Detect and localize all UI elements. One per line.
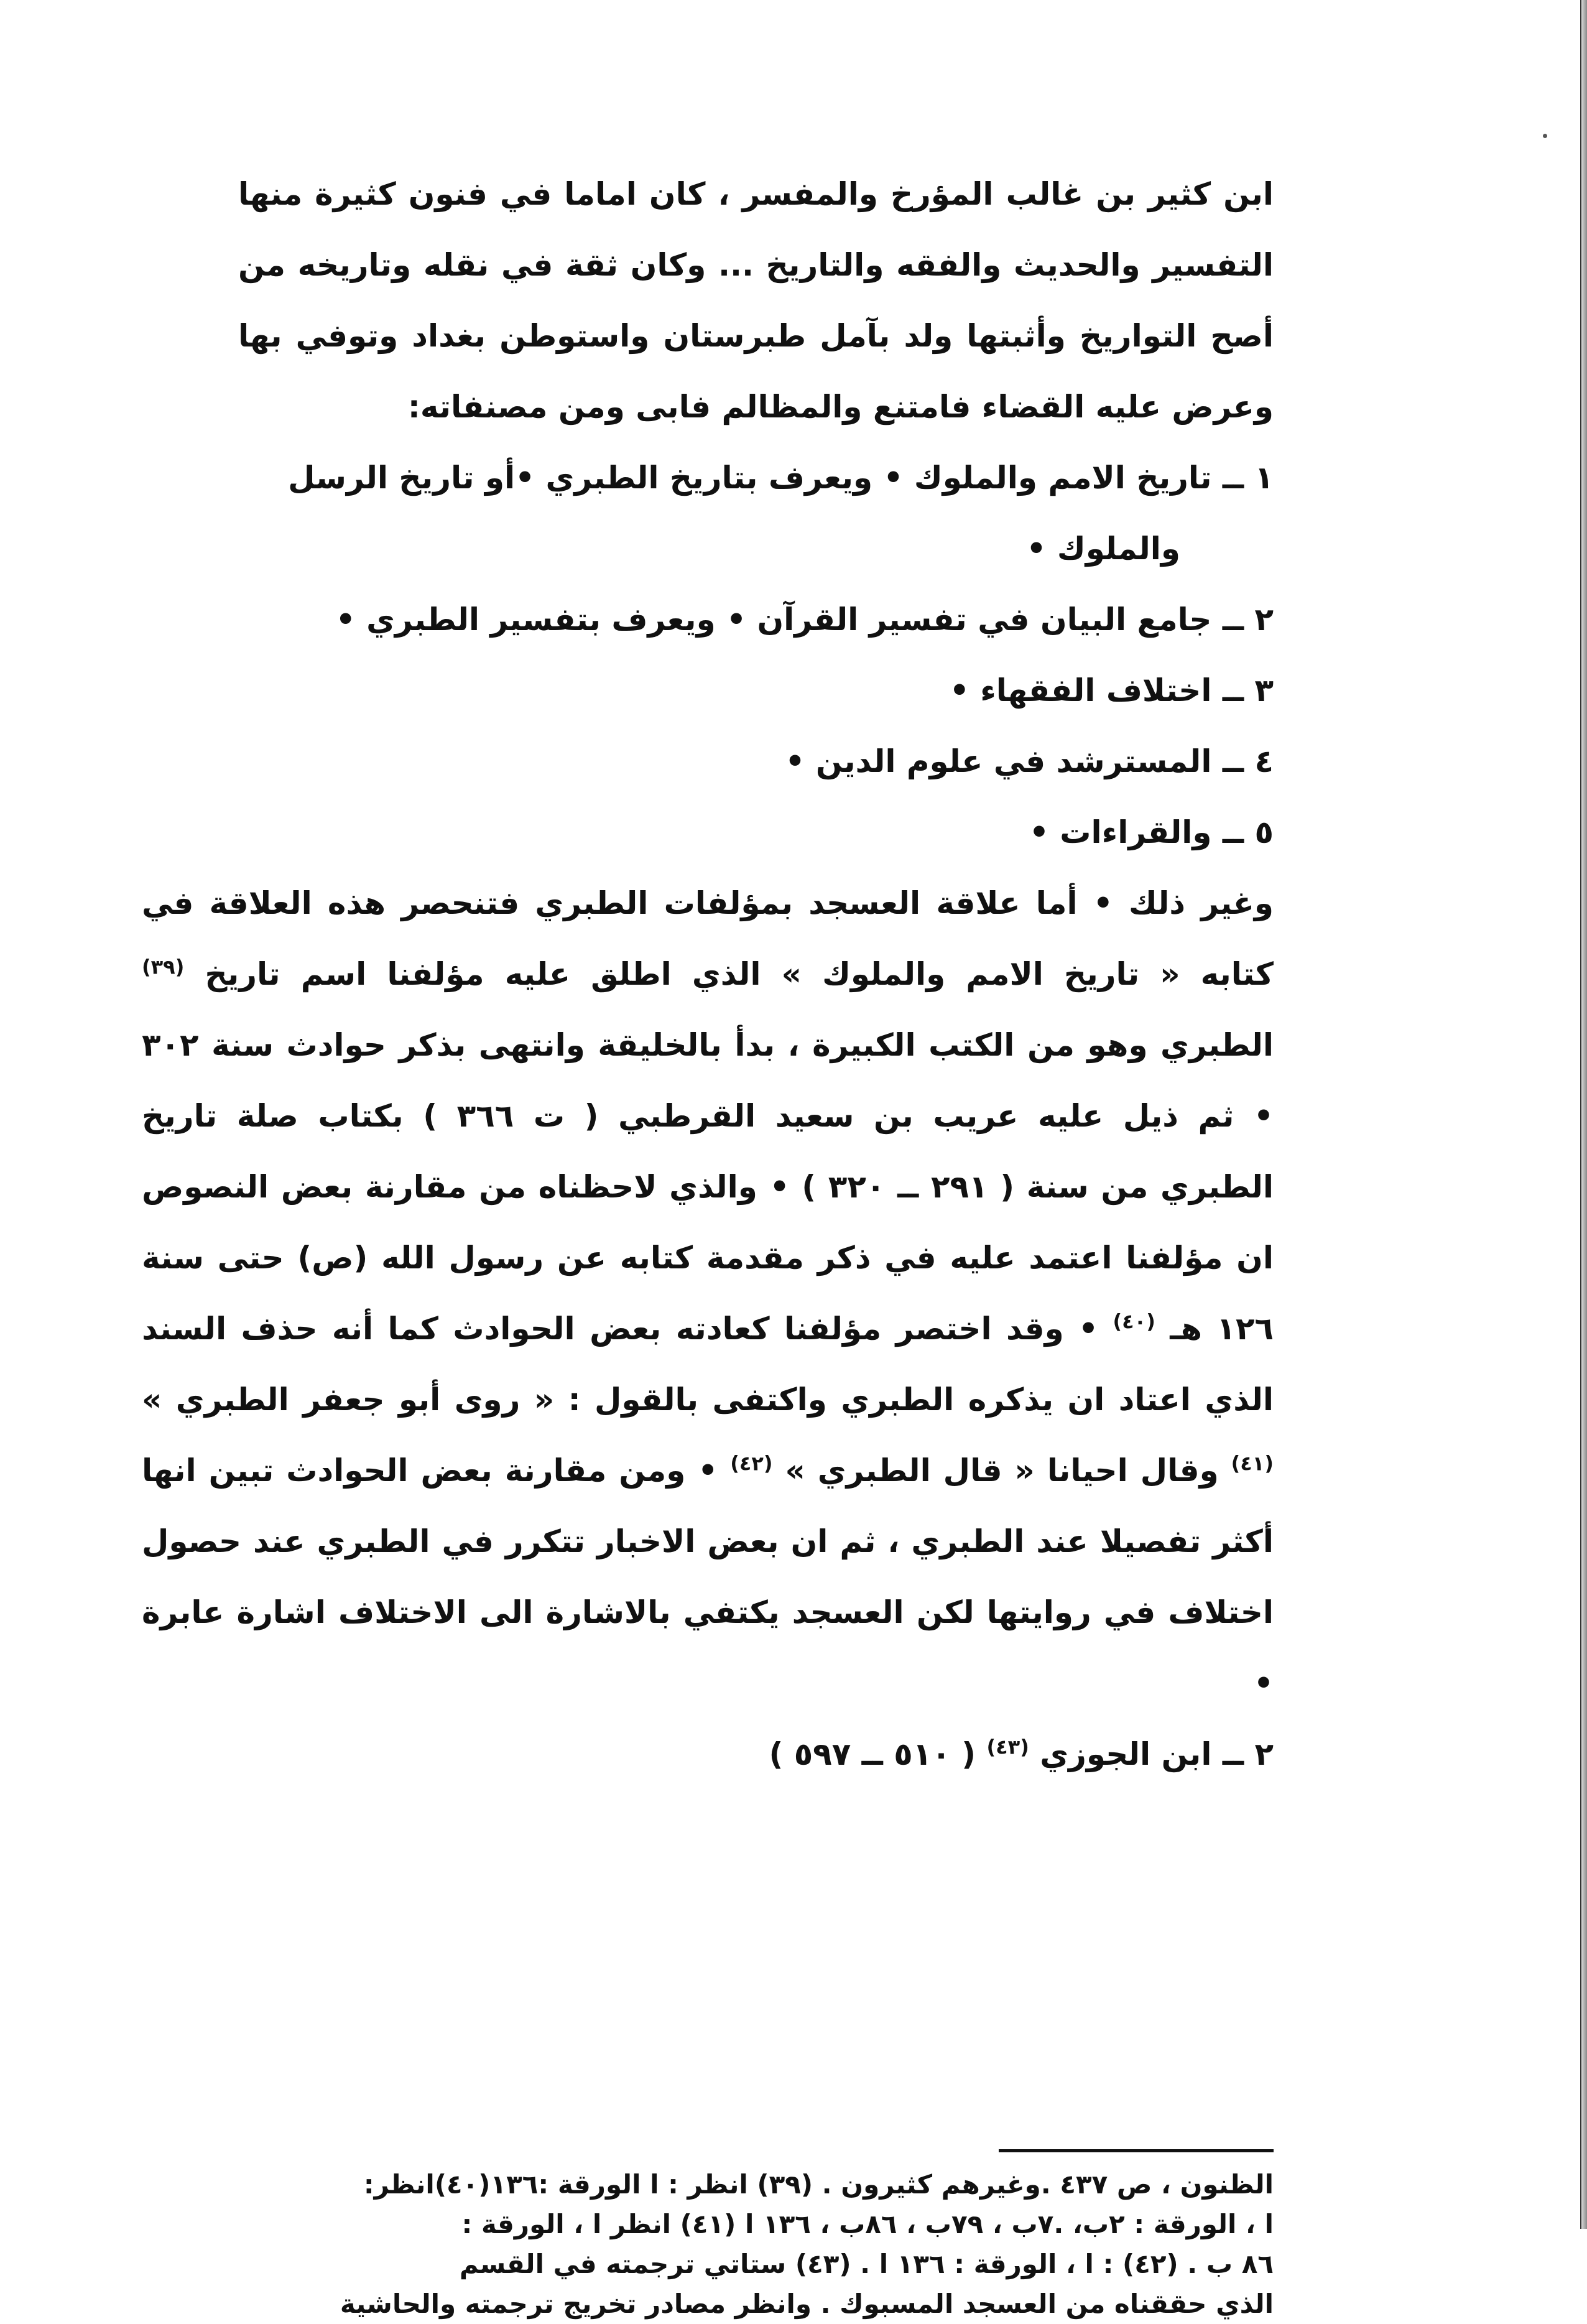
- paragraph-2-part-2: الطبري وهو من الكتب الكبيرة ، بدأ بالخليقة وانتهى بذكر حوادث سنة ٣٠٢ • ثم ذيل عليه عريب بن سعيد القرطبي ( ت ٣٦٦ ) بكتاب صلة تاريخ الطبري من سنة ( ٢٩١ ــ ٣٢٠ ) • والذي لاحظناه من مقارنة بعض النصوص ان مؤلفنا اعتمد عليه في ذكر مقدمة كتابه عن رسول الله (ص) حتى سنة ١٢٦ هـ: [142, 1027, 1274, 1347]
- main-text: [142, 159, 1274, 1790]
- footnote-separator: [999, 2149, 1274, 2152]
- work-item: ٣ ــ اختلاف الفقهاء •: [949, 672, 1274, 709]
- footnote-ref-40: (٤٠): [1113, 1309, 1155, 1334]
- paragraph-2-part-3: • وقد اختصر مؤلفنا كعادته بعض الحوادث كما أنه حذف السند الذي اعتاد ان يذكره الطبري واكتفى بالقول : « روى أبو جعفر الطبري »: [142, 1311, 1274, 1418]
- section-heading-text: ٢ ــ ابن الجوزي: [1040, 1736, 1274, 1772]
- work-item: ١ ــ تاريخ الامم والملوك • ويعرف بتاريخ الطبري •أو تاريخ الرسل: [288, 460, 1274, 496]
- section-heading: [142, 1719, 1274, 1790]
- section-heading-dates: ( ٥١٠ ــ ٥٩٧ ): [769, 1736, 976, 1772]
- page-body: [142, 159, 1274, 1790]
- footnote-line: ٨٦ ب . (٤٢) : ا ، الورقة : ١٣٦ ا . (٤٣) ستاتي ترجمته في القسم: [459, 2249, 1274, 2279]
- paragraph-1: ابن كثير بن غالب المؤرخ والمفسر ، كان اماما في فنون كثيرة منها التفسير والحديث والفقه والتاريخ ... وكان ثقة في نقله وتاريخه من أصح التواريخ وأثبتها ولد بآمل طبرستان واستوطن بغداد وتوفي بها وعرض عليه القضاء فامتنع والمظالم فابى ومن مصنفاته:: [238, 176, 1274, 425]
- footnote-line: الذي حققناه من العسجد المسبوك . وانظر مصادر تخريج ترجمته والحاشية: [340, 2289, 1274, 2319]
- page-scan-edge-line: [1580, 0, 1581, 2229]
- footnote-ref-42: (٤٢): [730, 1451, 773, 1476]
- page-scan-edge: [1581, 0, 1587, 2229]
- footnote-ref-39: (٣٩): [142, 955, 185, 979]
- footnote-line: ا ، الورقة : ٢ب، .٧ب ، ٧٩ب ، ٨٦ب ، ١٣٦ ا (٤١) انظر ا ، الورقة :: [461, 2209, 1274, 2239]
- paragraph-2: [142, 868, 1274, 1719]
- footnote-ref-43: (٤٣): [986, 1735, 1029, 1759]
- paragraph-2-part-5: • ومن مقارنة بعض الحوادث تبين انها أكثر تفصيلا عند الطبري ، ثم ان بعض الاخبار تتكرر في الطبري عند حصول اختلاف في روايتها لكن العسجد يكتفي بالاشارة الى الاختلاف اشارة عابرة •: [142, 1452, 1274, 1701]
- paragraph-2-part-1: وغير ذلك • أما علاقة العسجد بمؤلفات الطبري فتنحصر هذه العلاقة في كتابه « تاريخ الامم والملوك » الذي اطلق عليه مؤلفنا اسم تاريخ: [142, 885, 1274, 992]
- work-item-continuation: والملوك •: [1026, 531, 1180, 567]
- paragraph-2-part-4: وقال احيانا « قال الطبري »: [785, 1452, 1219, 1489]
- work-item: ٤ ــ المسترشد في علوم الدين •: [785, 743, 1274, 779]
- footnote-ref-41: (٤١): [1231, 1451, 1274, 1476]
- footnotes: [142, 2165, 1274, 2324]
- scan-speck: [1543, 134, 1547, 138]
- work-item: ٥ ــ والقراءات •: [1029, 814, 1274, 850]
- work-item: ٢ ــ جامع البيان في تفسير القرآن • ويعرف بتفسير الطبري •: [335, 602, 1274, 638]
- works-list: [142, 442, 1274, 868]
- footnote-line: الظنون ، ص ٤٣٧ .وغيرهم كثيرون . (٣٩) انظر : ا الورقة :١٣٦(٤٠)انظر:: [363, 2169, 1274, 2200]
